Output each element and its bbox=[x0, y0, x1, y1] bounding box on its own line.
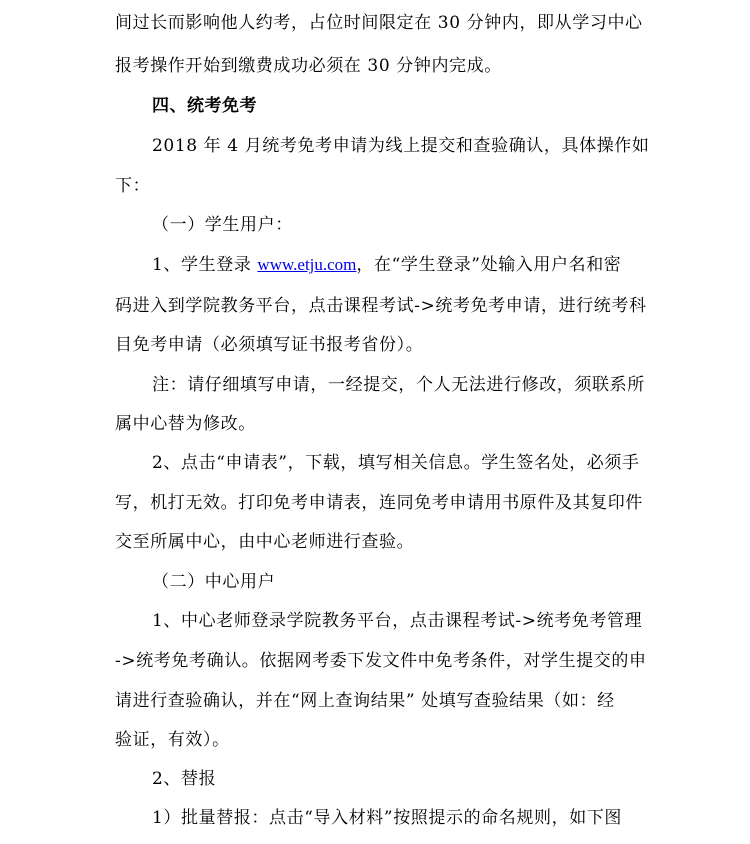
subsection-heading: 2、替报 bbox=[152, 769, 217, 789]
paragraph-line: 请进行查验确认，并在“网上查询结果” 处填写查验结果（如：经 bbox=[115, 691, 615, 711]
paragraph-line: 目免考申请（必须填写证书报考省份）。 bbox=[115, 335, 424, 355]
note-line: 注：请仔细填写申请，一经提交，个人无法进行修改，须联系所 bbox=[152, 375, 645, 395]
paragraph-line: 交至所属中心，由中心老师进行查验。 bbox=[115, 532, 415, 552]
note-line: 属中心替为修改。 bbox=[115, 414, 256, 434]
paragraph-line: 间过长而影响他人约考，占位时间限定在 30 分钟内，即从学习中心 bbox=[115, 13, 643, 33]
subsection-heading: （一）学生用户： bbox=[152, 215, 293, 235]
paragraph-line: 2、点击“申请表”，下载，填写相关信息。学生签名处，必须手 bbox=[152, 453, 640, 473]
website-link[interactable]: www.etju.com bbox=[257, 255, 357, 274]
paragraph-line: 1）批量替报：点击“导入材料”按照提示的命名规则，如下图 bbox=[152, 808, 622, 828]
item-text: 1、学生登录 bbox=[152, 255, 258, 275]
paragraph-line: 下： bbox=[115, 176, 151, 196]
paragraph-line: ->统考免考确认。依据网考委下发文件中免考条件，对学生提交的申 bbox=[115, 651, 647, 671]
item-text: ，在“学生登录”处输入用户名和密 bbox=[356, 255, 622, 275]
paragraph-line: 1、中心老师登录学院教务平台，点击课程考试->统考免考管理 bbox=[152, 611, 643, 631]
paragraph-line bbox=[152, 254, 621, 276]
paragraph-line: 报考操作开始到缴费成功必须在 30 分钟内完成。 bbox=[115, 56, 502, 76]
paragraph-line: 验证，有效）。 bbox=[115, 730, 230, 750]
paragraph-line: 写，机打无效。打印免考申请表，连同免考申请用书原件及其复印件 bbox=[115, 493, 643, 513]
subsection-heading: （二）中心用户 bbox=[152, 572, 276, 592]
section-heading: 四、统考免考 bbox=[152, 96, 257, 116]
paragraph-line: 2018 年 4 月统考免考申请为线上提交和查验确认，具体操作如 bbox=[152, 136, 650, 156]
paragraph-line: 码进入到学院教务平台，点击课程考试->统考免考申请，进行统考科 bbox=[115, 296, 647, 316]
